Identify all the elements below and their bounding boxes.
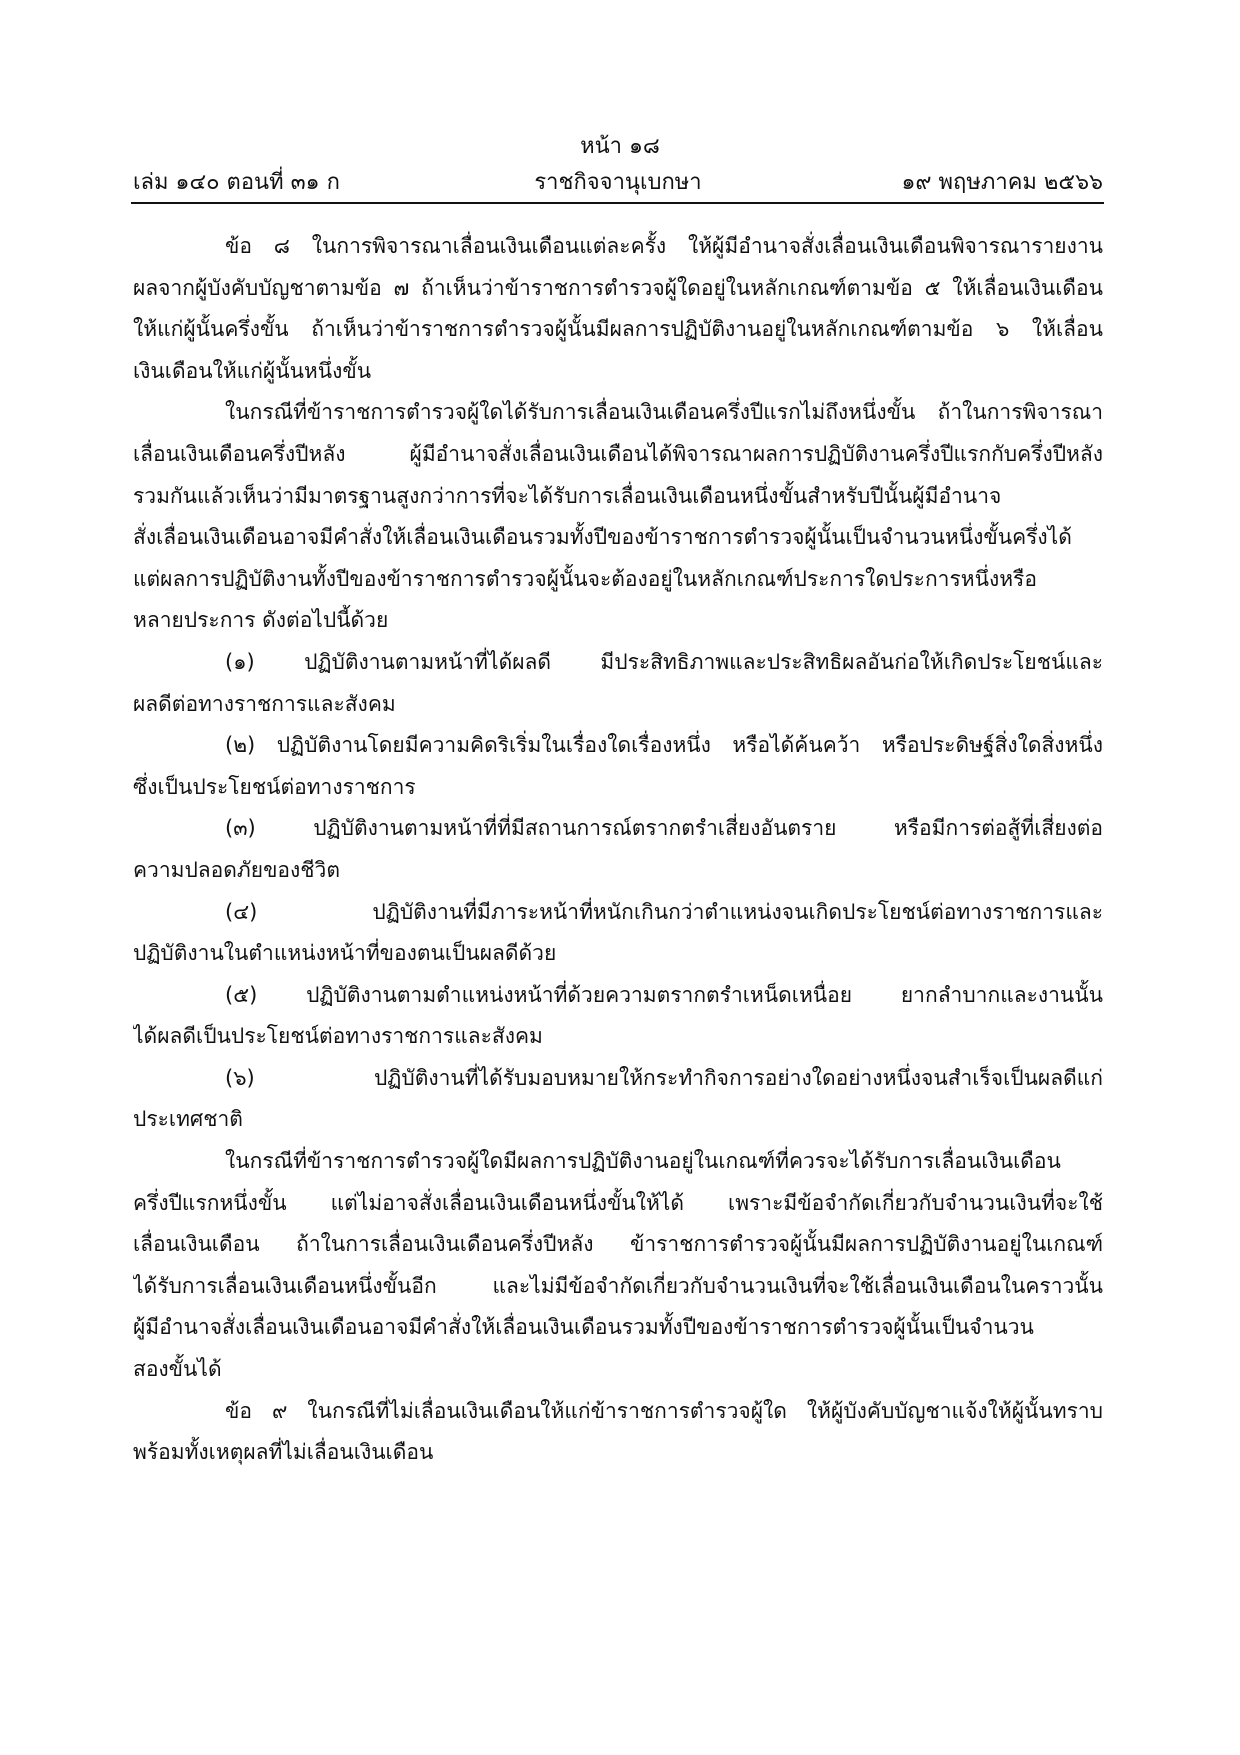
paragraph-line: เงินเดือนให้แก่ผู้นั้นหนึ่งขั้น bbox=[133, 358, 372, 383]
paragraph-line: ในกรณีที่ข้าราชการตำรวจผู้ใดมีผลการปฏิบัติงานอยู่ในเกณฑ์ที่ควรจะได้รับการเลื่อนเงินเดือน bbox=[225, 1149, 1061, 1174]
paragraph-line: ได้รับการเลื่อนเงินเดือนหนึ่งขั้นอีก และไม่มีข้อจำกัดเกี่ยวกับจำนวนเงินที่จะใช้เลื่อนเงินเดือนในคราวนั้น bbox=[133, 1273, 1103, 1298]
paragraph-line: เลื่อนเงินเดือนครึ่งปีหลัง ผู้มีอำนาจสั่งเลื่อนเงินเดือนได้พิจารณาผลการปฏิบัติงานครึ่งปีแรกกับครึ่งปีหลัง bbox=[133, 441, 1103, 466]
paragraph-line: ความปลอดภัยของชีวิต bbox=[133, 857, 340, 882]
paragraph bbox=[133, 892, 1103, 975]
paragraph-line: ผลดีต่อทางราชการและสังคม bbox=[133, 691, 396, 716]
paragraph-line: หลายประการ ดังต่อไปนี้ด้วย bbox=[133, 608, 389, 633]
paragraph-line: สั่งเลื่อนเงินเดือนอาจมีคำสั่งให้เลื่อนเงินเดือนรวมทั้งปีของข้าราชการตำรวจผู้นั้นเป็นจำนวนหนึ่งขั้นครึ่งได้ bbox=[133, 525, 1072, 550]
paragraph-line: (๓) ปฏิบัติงานตามหน้าที่ที่มีสถานการณ์ตรากตรำเสี่ยงอันตราย หรือมีการต่อสู้ที่เสี่ยงต่อ bbox=[225, 816, 1103, 841]
paragraph bbox=[133, 1391, 1103, 1474]
paragraph-line: เลื่อนเงินเดือน ถ้าในการเลื่อนเงินเดือนครึ่งปีหลัง ข้าราชการตำรวจผู้นั้นมีผลการปฏิบัติงานอยู่ในเกณฑ์ bbox=[133, 1232, 1103, 1257]
paragraph-line: ผู้มีอำนาจสั่งเลื่อนเงินเดือนอาจมีคำสั่งให้เลื่อนเงินเดือนรวมทั้งปีของข้าราชการตำรวจผู้นั้นเป็นจำนวน bbox=[133, 1315, 1034, 1340]
paragraph-line: ในกรณีที่ข้าราชการตำรวจผู้ใดได้รับการเลื่อนเงินเดือนครึ่งปีแรกไม่ถึงหนึ่งขั้น ถ้าในการพิจารณา bbox=[225, 400, 1103, 425]
paragraph bbox=[133, 1058, 1103, 1141]
paragraph bbox=[133, 642, 1103, 725]
paragraph-line: ซึ่งเป็นประโยชน์ต่อทางราชการ bbox=[133, 774, 416, 799]
paragraph-line: แต่ผลการปฏิบัติงานทั้งปีของข้าราชการตำรวจผู้นั้นจะต้องอยู่ในหลักเกณฑ์ประการใดประการหนึ่งหรือ bbox=[133, 566, 1037, 591]
paragraph-line: (๖) ปฏิบัติงานที่ได้รับมอบหมายให้กระทำกิจการอย่างใดอย่างหนึ่งจนสำเร็จเป็นผลดีแก่ bbox=[225, 1065, 1103, 1090]
paragraph-line: ข้อ ๙ ในกรณีที่ไม่เลื่อนเงินเดือนให้แก่ข้าราชการตำรวจผู้ใด ให้ผู้บังคับบัญชาแจ้งให้ผู้นั้นทราบ bbox=[225, 1398, 1103, 1423]
paragraph-line: (๒) ปฏิบัติงานโดยมีความคิดริเริ่มในเรื่องใดเรื่องหนึ่ง หรือได้ค้นคว้า หรือประดิษฐ์สิ่งใดสิ่งหนึ่ง bbox=[225, 733, 1103, 758]
paragraph-line: สองขั้นได้ bbox=[133, 1357, 222, 1382]
paragraph bbox=[133, 808, 1103, 891]
paragraph-line: (๔) ปฏิบัติงานที่มีภาระหน้าที่หนักเกินกว่าตำแหน่งจนเกิดประโยชน์ต่อทางราชการและ bbox=[225, 899, 1103, 924]
publication-date: ๑๙ พฤษภาคม ๒๕๖๖ bbox=[901, 170, 1103, 195]
paragraph-line: ผลจากผู้บังคับบัญชาตามข้อ ๗ ถ้าเห็นว่าข้าราชการตำรวจผู้ใดอยู่ในหลักเกณฑ์ตามข้อ ๕ ให้เลื่อนเงินเดือน bbox=[133, 275, 1103, 300]
page-number: หน้า ๑๘ bbox=[580, 134, 660, 159]
paragraph-line: ให้แก่ผู้นั้นครึ่งขั้น ถ้าเห็นว่าข้าราชการตำรวจผู้นั้นมีผลการปฏิบัติงานอยู่ในหลักเกณฑ์ตามข้อ ๖ ให้เลื่อน bbox=[133, 317, 1103, 342]
paragraph bbox=[133, 226, 1103, 392]
paragraph bbox=[133, 392, 1103, 642]
header-rule bbox=[131, 202, 1104, 204]
paragraph-line: พร้อมทั้งเหตุผลที่ไม่เลื่อนเงินเดือน bbox=[133, 1440, 434, 1465]
paragraph-line: ปฏิบัติงานในตำแหน่งหน้าที่ของตนเป็นผลดีด้วย bbox=[133, 941, 557, 966]
volume-issue: เล่ม ๑๔๐ ตอนที่ ๓๑ ก bbox=[133, 170, 340, 195]
paragraph bbox=[133, 725, 1103, 808]
paragraph-line: (๑) ปฏิบัติงานตามหน้าที่ได้ผลดี มีประสิทธิภาพและประสิทธิผลอันก่อให้เกิดประโยชน์และ bbox=[225, 649, 1103, 674]
paragraph-line: ประเทศชาติ bbox=[133, 1107, 243, 1132]
paragraph-line: ได้ผลดีเป็นประโยชน์ต่อทางราชการและสังคม bbox=[133, 1024, 543, 1049]
paragraph-line: รวมกันแล้วเห็นว่ามีมาตรฐานสูงกว่าการที่จะได้รับการเลื่อนเงินเดือนหนึ่งขั้นสำหรับปีนั้นผู้มีอำนาจ bbox=[133, 483, 1002, 508]
paragraph-line: ข้อ ๘ ในการพิจารณาเลื่อนเงินเดือนแต่ละครั้ง ให้ผู้มีอำนาจสั่งเลื่อนเงินเดือนพิจารณารายงาน bbox=[225, 234, 1103, 258]
paragraph bbox=[133, 1141, 1103, 1391]
paragraph-line: (๕) ปฏิบัติงานตามตำแหน่งหน้าที่ด้วยความตรากตรำเหน็ดเหนื่อย ยากลำบากและงานนั้น bbox=[225, 982, 1103, 1007]
gazette-header bbox=[133, 164, 1103, 198]
paragraph-line: ครึ่งปีแรกหนึ่งขั้น แต่ไม่อาจสั่งเลื่อนเงินเดือนหนึ่งขั้นให้ได้ เพราะมีข้อจำกัดเกี่ยวกับจำนวนเงินที่จะใช้ bbox=[133, 1190, 1103, 1215]
document-body bbox=[133, 226, 1103, 1474]
paragraph bbox=[133, 975, 1103, 1058]
gazette-title: ราชกิจจานุเบกษา bbox=[534, 170, 702, 195]
